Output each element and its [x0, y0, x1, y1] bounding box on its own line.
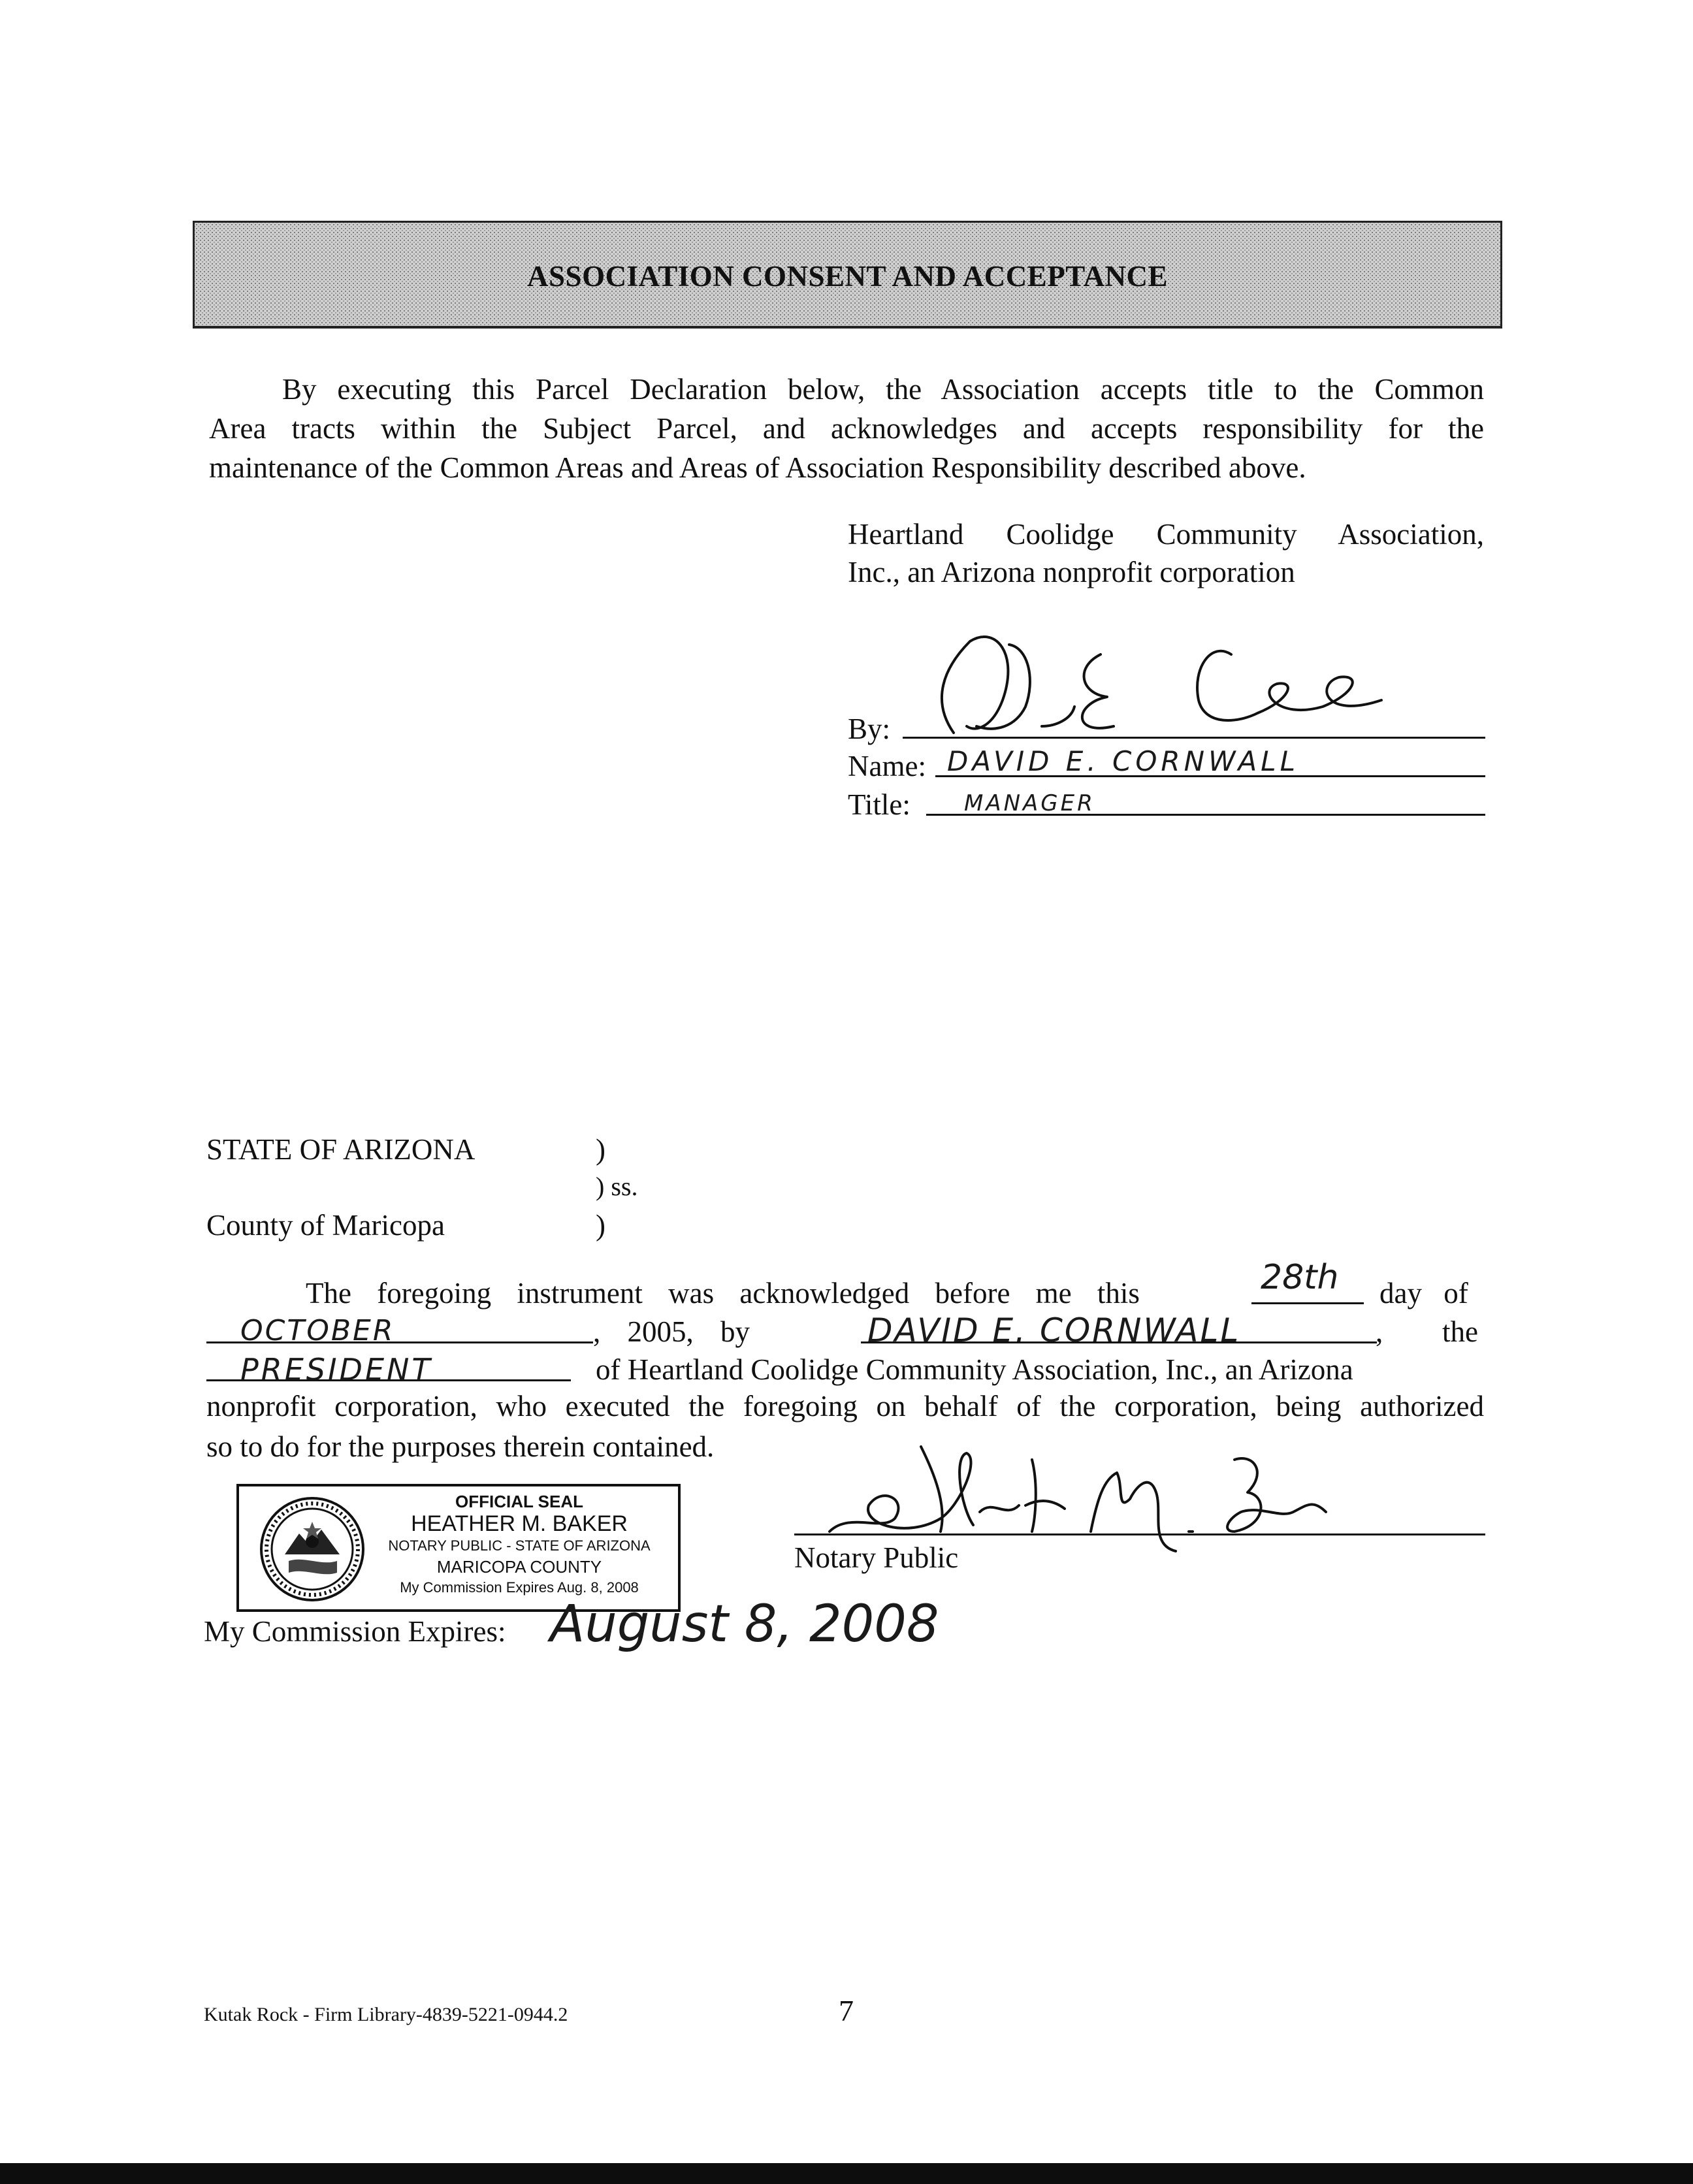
month-handwritten: OCTOBER — [240, 1314, 395, 1347]
seal-expiration: My Commission Expires Aug. 8, 2008 — [400, 1579, 639, 1596]
ack-line-1a: The foregoing instrument was acknowledged before me this — [306, 1277, 1140, 1309]
association-name-block — [848, 520, 1484, 587]
ack-name-handwritten: DAVID E. CORNWALL — [867, 1311, 1241, 1349]
manager-signature — [905, 628, 1414, 743]
seal-name: HEATHER M. BAKER — [411, 1511, 628, 1536]
ack-line-3: of Heartland Coolidge Community Association, Inc., an Arizona — [596, 1353, 1353, 1386]
seal-county: MARICOPA COUNTY — [436, 1557, 602, 1577]
notary-seal-stamp — [236, 1484, 681, 1612]
ack-comma: , — [1376, 1315, 1383, 1348]
consent-line-2: Area tracts within the Subject Parcel, and acknowledges and accepts responsibility for the — [209, 412, 1484, 445]
ack-year: , 2005, by — [593, 1315, 750, 1348]
arizona-state-seal-icon — [259, 1496, 366, 1603]
commission-label: My Commission Expires: — [204, 1615, 506, 1648]
venue-paren-bottom: ) — [596, 1209, 605, 1242]
venue-paren-ss: ) ss. — [596, 1172, 638, 1201]
seal-official: OFFICIAL SEAL — [455, 1492, 583, 1511]
day-handwritten: 28th — [1261, 1258, 1339, 1297]
county-label: County of Maricopa — [206, 1209, 445, 1242]
ack-line-5: so to do for the purposes therein contained. — [206, 1430, 715, 1463]
footer-library-id: Kutak Rock - Firm Library-4839-5221-0944.2 — [204, 2004, 568, 2025]
consent-line-3: maintenance of the Common Areas and Areas of Association Responsibility described above. — [209, 451, 1306, 484]
title-label: Title: — [848, 788, 911, 821]
signer-name-handwritten: DAVID E. CORNWALL — [947, 745, 1299, 777]
notary-public-label: Notary Public — [794, 1541, 959, 1574]
scan-edge-bar — [0, 2163, 1693, 2184]
name-label: Name: — [848, 750, 926, 782]
venue-paren-top: ) — [596, 1133, 605, 1166]
day-line — [1251, 1302, 1364, 1304]
commission-date-handwritten: August 8, 2008 — [550, 1595, 939, 1654]
consent-paragraph — [209, 375, 1484, 492]
ack-line-1b: day of — [1379, 1277, 1468, 1309]
consent-line-1: By executing this Parcel Declaration below, the Association accepts title to the Common — [282, 373, 1484, 406]
ack-line-4: nonprofit corporation, who executed the foregoing on behalf of the corporation, being authorized — [206, 1390, 1484, 1422]
association-line-2: Inc., an Arizona nonprofit corporation — [848, 556, 1295, 588]
ack-line-4-wrap — [206, 1392, 1484, 1421]
signer-title-handwritten: MANAGER — [964, 790, 1095, 816]
section-header-banner — [193, 221, 1502, 329]
association-line-1: Heartland Coolidge Community Association, — [848, 518, 1484, 551]
by-label: By: — [848, 713, 891, 745]
ack-title-handwritten: PRESIDENT — [240, 1352, 433, 1387]
page-number: 7 — [839, 1994, 854, 2027]
ack-the: the — [1442, 1315, 1478, 1348]
seal-notary-state: NOTARY PUBLIC - STATE OF ARIZONA — [388, 1537, 651, 1554]
section-title: ASSOCIATION CONSENT AND ACCEPTANCE — [527, 260, 1168, 293]
state-label: STATE OF ARIZONA — [206, 1133, 476, 1166]
